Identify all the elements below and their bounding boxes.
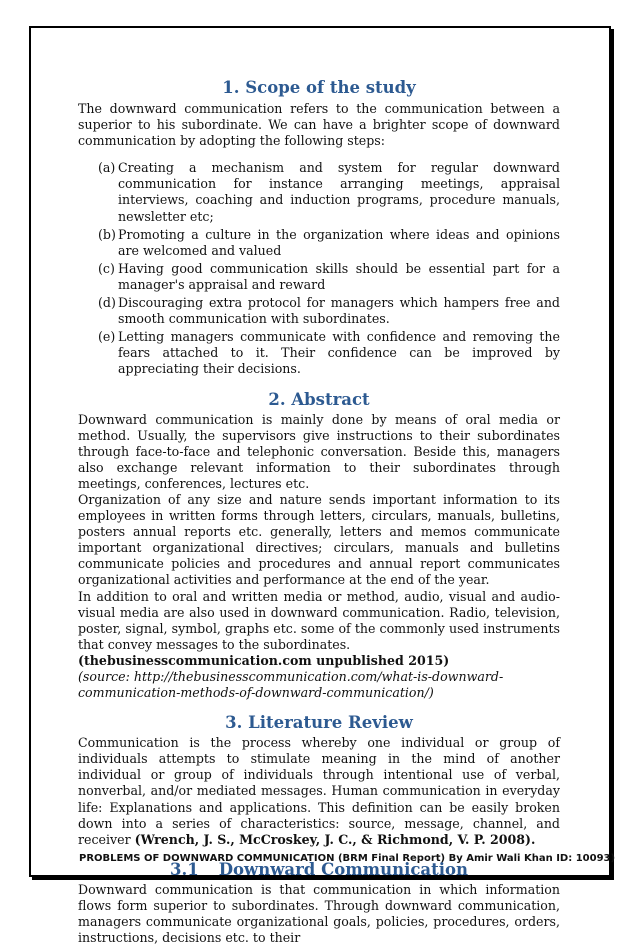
abstract-source-url: (source: http://thebusinesscommunication.com/what-is-downward-communication-methods-of-downward-communication/) [78, 669, 504, 701]
literature-citation: (Wrench, J. S., McCroskey, J. C., & Richmond, V. P. 2008). [134, 831, 536, 847]
abstract-paragraph-3: In addition to oral and written media or method, audio, visual and audio-visual media are also used in downward communication. Radio, television, poster, signal, symbol, graphs etc. some of the commonly used instruments that convey messages to the subordinates. [78, 588, 560, 652]
abstract-paragraph-1: Downward communication is mainly done by means of oral media or method. Usually, the supervisors give instructions to their subordinates through face-to-face and telephonic conversation. Beside this, managers also exchange relevant information to their subordinates through meetings, conferences, lectures etc. [78, 411, 560, 491]
list-item [78, 295, 560, 327]
literature-heading: 3. Literature Review [225, 713, 413, 733]
list-text: Having good communication skills should be essential part for a manager's appraisal and reward [118, 260, 560, 292]
scope-heading: 1. Scope of the study [222, 78, 416, 97]
page-footer: PROBLEMS OF DOWNWARD COMMUNICATION (BRM Final Report) By Amir Wali Khan ID: 10093) [79, 853, 616, 864]
list-text: Creating a mechanism and system for regular downward communication for instance arranging meetings, appraisal interviews, coaching and induction programs, procedure manuals, newsletter etc; [118, 160, 560, 224]
scope-intro: The downward communication refers to the communication between a superior to his subordinate. We can have a brighter scope of downward communication by adopting the following steps: [78, 101, 560, 149]
literature-text: Communication is the process whereby one individual or group of individuals attempts to stimulate meaning in the mind of another individual or group of individuals through intentional use of verbal, nonverbal, and/or mediated messages. Human communication in everyday life: Explanations and applications. This definition can be easily broken down into a series of characteristics: source, message, channel, and receiver [78, 735, 560, 847]
document-body [78, 78, 616, 946]
downward-paragraph: Downward communication is that communication in which information flows form superior to subordinates. Through downward communication, managers communicate organizational goals, policies, procedures, orders, instructions, decisions etc. to their [78, 881, 560, 946]
list-text: Promoting a culture in the organization where ideas and opinions are welcomed and valued [118, 226, 560, 258]
list-item [78, 160, 560, 224]
list-text: Discouraging extra protocol for managers which hampers free and smooth communication with subordinates. [118, 295, 560, 327]
list-marker: (d) [98, 295, 116, 311]
list-marker: (b) [98, 226, 116, 242]
scope-steps-list [78, 160, 560, 377]
abstract-paragraph-2: Organization of any size and nature sends important information to its employees in written forms through letters, circulars, manuals, bulletins, posters annual reports etc. generally, letters and memos communicate important organizational directives; circulars, manuals and bulletins communicate policies and procedures and annual report communicates organizational activities and performance at the end of the year. [78, 491, 560, 588]
list-item [78, 227, 560, 259]
list-marker: (a) [98, 160, 116, 176]
list-text: Letting managers communicate with confidence and removing the fears attached to it. Their confidence can be improved by appreciating their decisions. [118, 329, 560, 377]
downward-number: 3.1 [169, 859, 199, 879]
abstract-source: (thebusinesscommunication.com unpublished 2015) [78, 652, 450, 668]
list-item [78, 261, 560, 293]
list-marker: (c) [98, 260, 115, 276]
list-item [78, 329, 560, 377]
downward-title: Downward Communication [218, 859, 469, 879]
abstract-heading: 2. Abstract [268, 389, 370, 409]
literature-paragraph [78, 735, 560, 848]
list-marker: (e) [98, 329, 116, 345]
